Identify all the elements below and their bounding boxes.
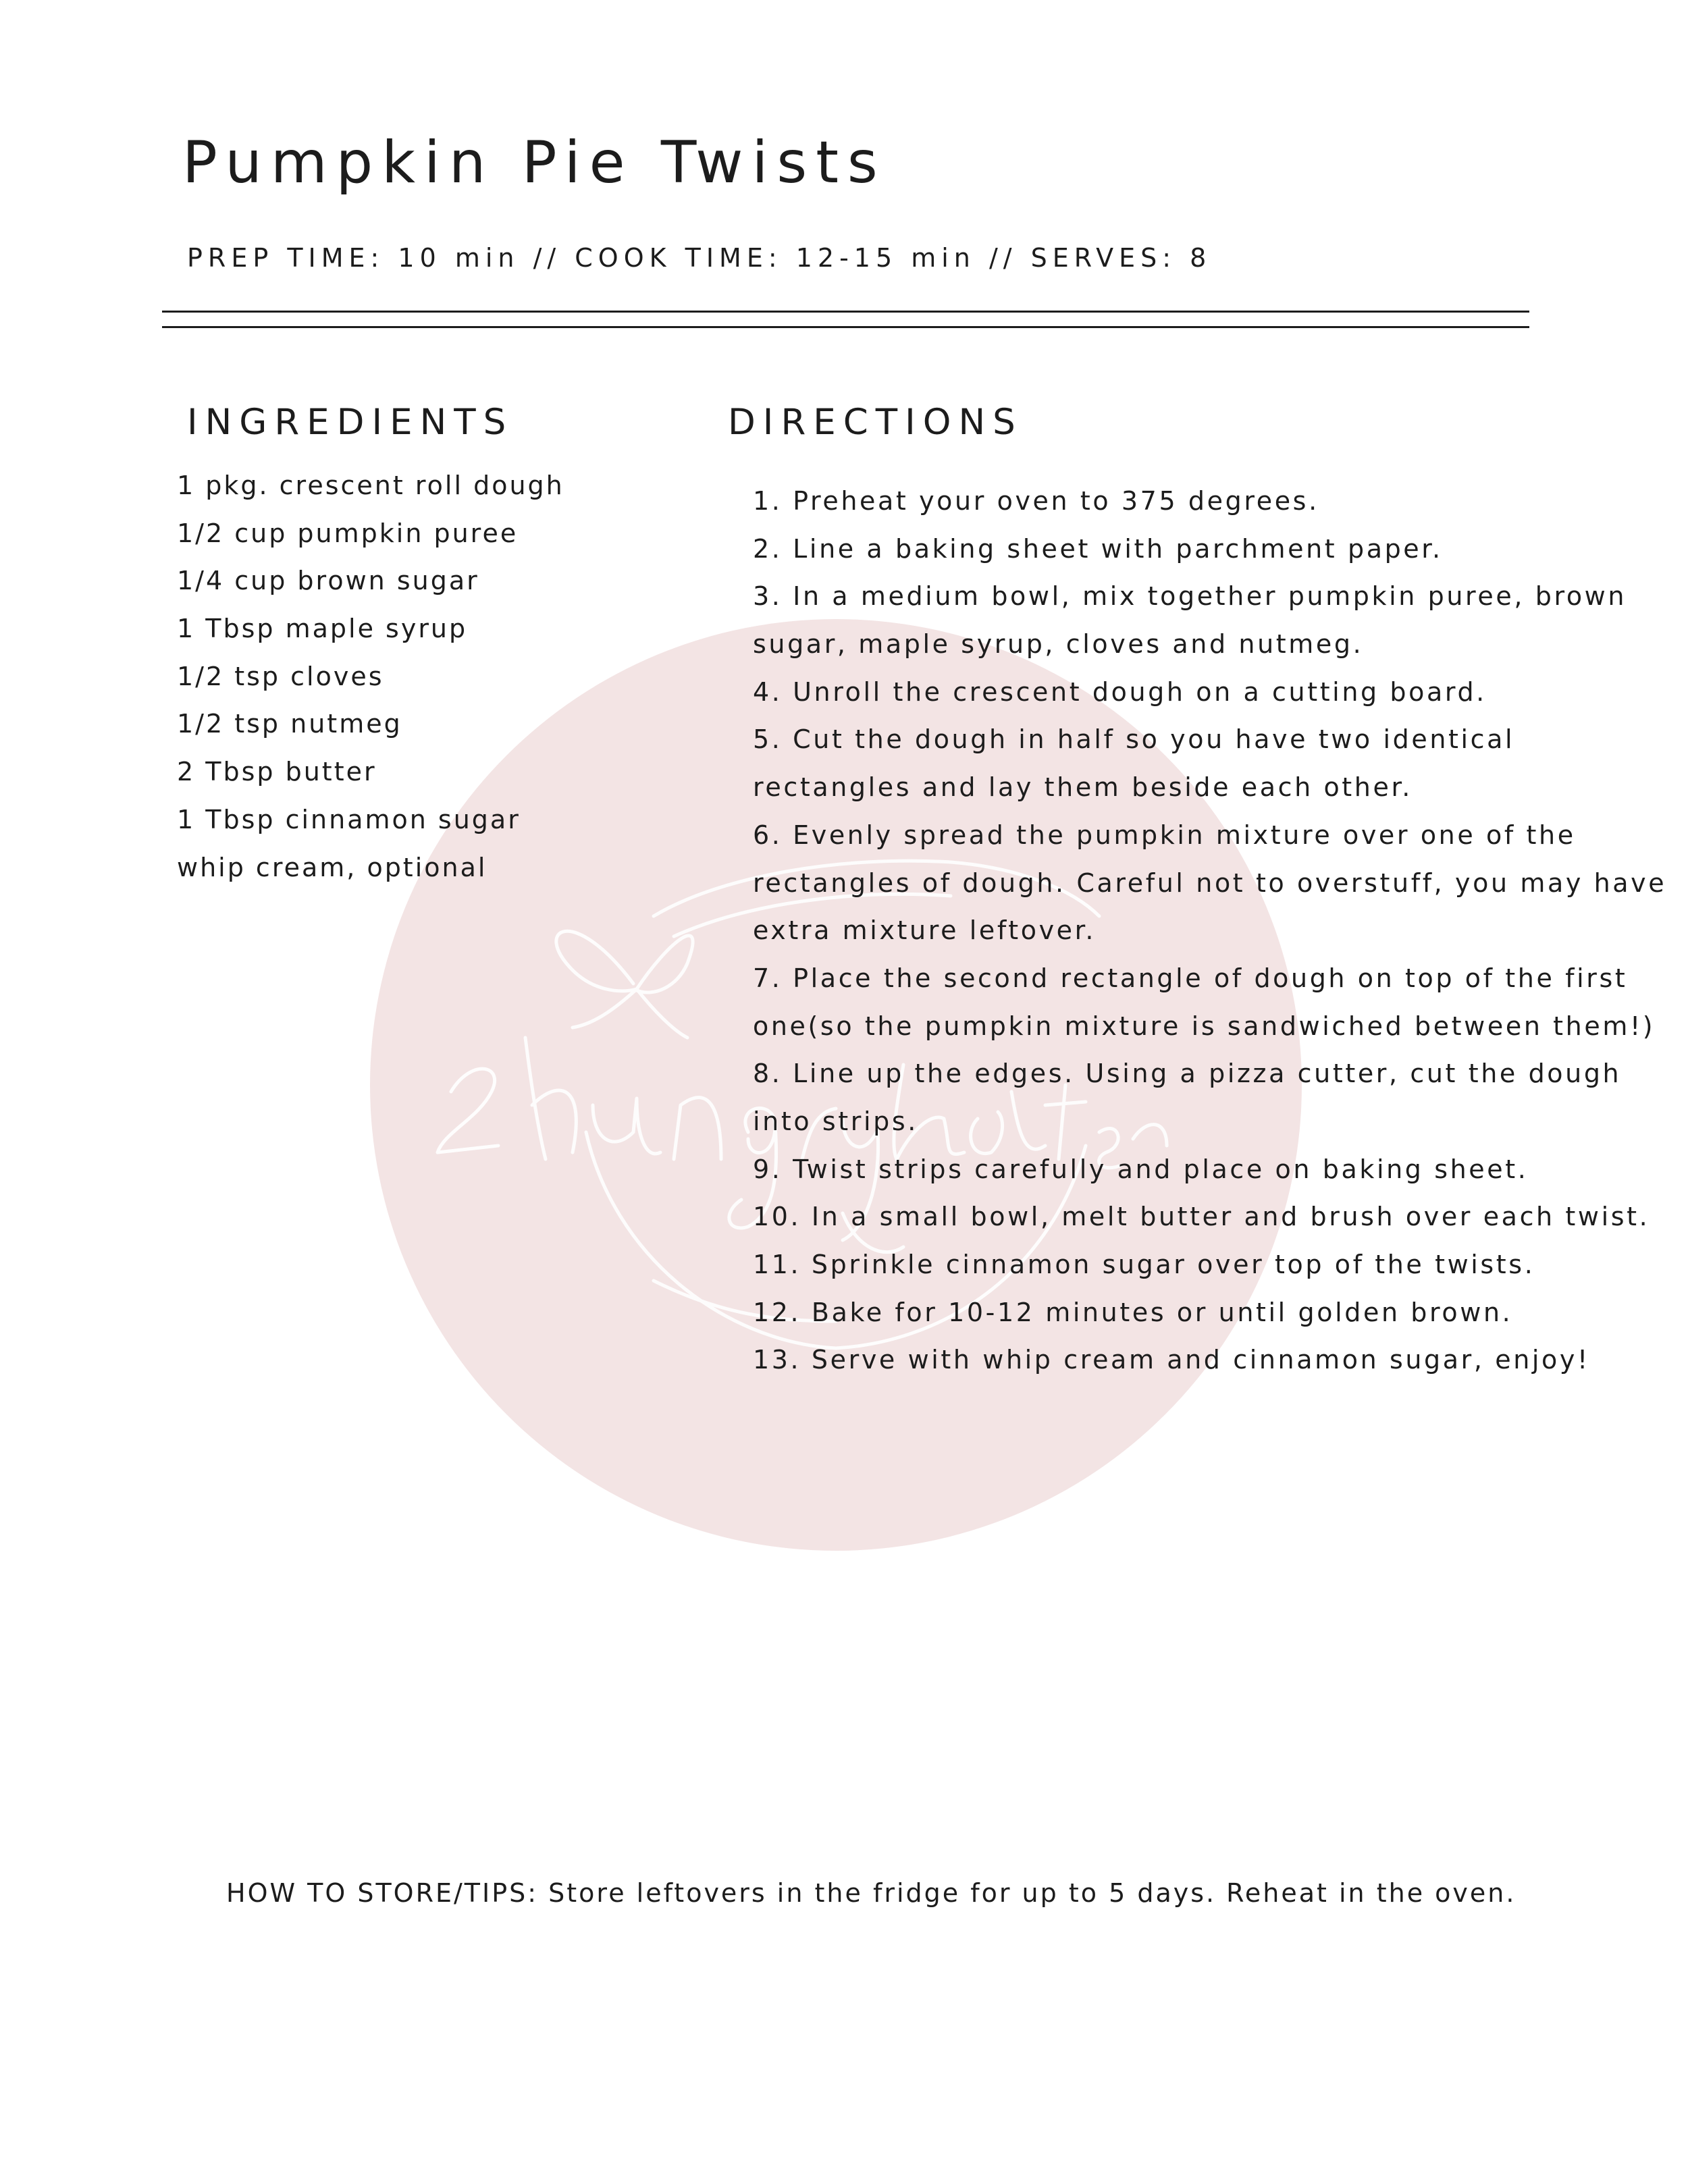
direction-line: 3. In a medium bowl, mix together pumpkin puree, brown [753, 581, 1627, 612]
storage-tips: HOW TO STORE/TIPS: Store leftovers in the fridge for up to 5 days. Reheat in the oven. [226, 1878, 1516, 1908]
direction-line: 2. Line a baking sheet with parchment paper. [753, 533, 1443, 564]
directions-list [753, 477, 1666, 1384]
direction-line: rectangles and lay them beside each other. [753, 772, 1413, 803]
direction-line: 12. Bake for 10-12 minutes or until golden brown. [753, 1297, 1513, 1327]
recipe-meta: PREP TIME: 10 min // COOK TIME: 12-15 min // SERVES: 8 [187, 243, 1212, 273]
ingredients-list [177, 462, 564, 891]
direction-line: into strips. [753, 1106, 918, 1136]
direction-line: 4. Unroll the crescent dough on a cutting board. [753, 676, 1487, 707]
direction-line: 11. Sprinkle cinnamon sugar over top of the twists. [753, 1250, 1535, 1279]
direction-line: 8. Line up the edges. Using a pizza cutter, cut the dough [753, 1059, 1622, 1089]
direction-line: one(so the pumpkin mixture is sandwiched between them!) [753, 1011, 1656, 1041]
ingredient-item: 1/2 cup pumpkin puree [177, 518, 519, 548]
direction-line: 5. Cut the dough in half so you have two identical [753, 724, 1515, 755]
ingredient-item: 2 Tbsp butter [177, 757, 377, 787]
direction-line: sugar, maple syrup, cloves and nutmeg. [753, 629, 1364, 660]
ingredient-item: whip cream, optional [177, 852, 487, 882]
ingredient-item: 1/2 tsp cloves [177, 661, 384, 691]
direction-line: extra mixture leftover. [753, 915, 1097, 946]
direction-line: 1. Preheat your oven to 375 degrees. [753, 486, 1319, 516]
ingredient-item: 1 Tbsp cinnamon sugar [177, 804, 521, 834]
ingredient-item: 1 pkg. crescent roll dough [177, 471, 564, 500]
divider-bottom [162, 326, 1529, 328]
direction-line: 7. Place the second rectangle of dough on top of the first [753, 963, 1628, 993]
directions-heading: DIRECTIONS [728, 402, 1023, 443]
ingredient-item: 1/4 cup brown sugar [177, 566, 479, 596]
direction-line: 6. Evenly spread the pumpkin mixture over one of the [753, 820, 1576, 850]
ingredient-item: 1/2 tsp nutmeg [177, 709, 402, 739]
direction-line: rectangles of dough. Careful not to overstuff, you may have [753, 868, 1667, 898]
ingredient-item: 1 Tbsp maple syrup [177, 614, 468, 644]
divider-top [162, 311, 1529, 313]
direction-line: 13. Serve with whip cream and cinnamon sugar, enjoy! [753, 1345, 1590, 1375]
ingredients-heading: INGREDIENTS [187, 402, 514, 443]
direction-line: 10. In a small bowl, melt butter and brush over each twist. [753, 1202, 1650, 1232]
recipe-title: Pumpkin Pie Twists [182, 129, 887, 196]
direction-line: 9. Twist strips carefully and place on baking sheet. [753, 1154, 1529, 1184]
